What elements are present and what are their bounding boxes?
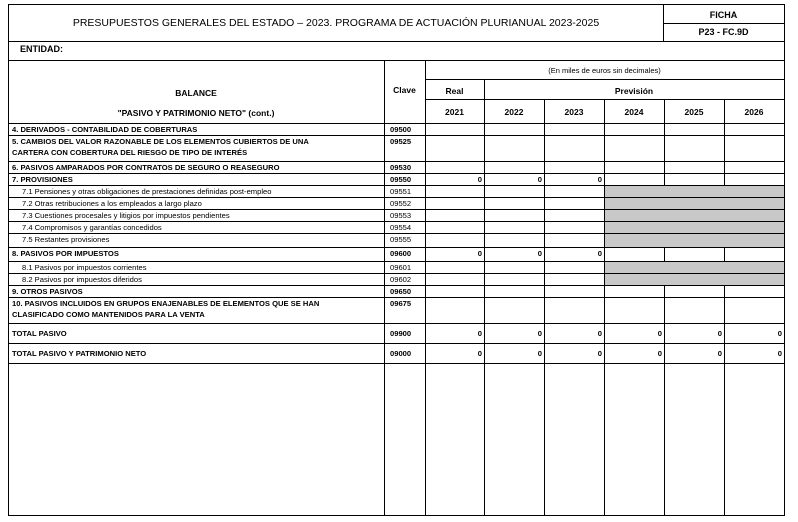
year-2022: 2022 bbox=[504, 107, 524, 117]
row-label: 8.2 Pasivos por impuestos diferidos bbox=[22, 275, 142, 284]
row-code: 09552 bbox=[390, 199, 412, 208]
year-2025: 2025 bbox=[684, 107, 704, 117]
row-label: 8. PASIVOS POR IMPUESTOS bbox=[12, 249, 119, 258]
row-code: 09530 bbox=[390, 163, 412, 172]
value-cell-2022: 0 bbox=[537, 249, 542, 258]
value-cell-2021: 0 bbox=[477, 175, 482, 184]
row-label: 4. DERIVADOS - CONTABILIDAD DE COBERTURAS bbox=[12, 125, 198, 134]
row-label: 9. OTROS PASIVOS bbox=[12, 287, 83, 296]
value-cell-2024: 0 bbox=[657, 329, 662, 338]
table-row bbox=[9, 234, 785, 248]
row-label: 7.2 Otras retribuciones a los empleados a largo plazo bbox=[22, 199, 202, 208]
row-code: 09600 bbox=[390, 249, 412, 258]
table-row bbox=[9, 222, 785, 234]
real-header: Real bbox=[445, 86, 464, 96]
row-label: 7.4 Compromisos y garantías concedidos bbox=[22, 223, 162, 232]
clave-header: Clave bbox=[393, 85, 416, 95]
table-row bbox=[9, 210, 785, 222]
value-cell-2024: 0 bbox=[657, 349, 662, 358]
prevision-header: Previsión bbox=[614, 86, 654, 96]
row-code: 09553 bbox=[390, 211, 412, 220]
row-label-continued: CARTERA CON COBERTURA DEL RIESGO DE TIPO DE INTERÉS bbox=[12, 148, 248, 157]
table-row bbox=[9, 136, 785, 162]
value-cell-2023: 0 bbox=[597, 175, 602, 184]
value-cell-2021: 0 bbox=[477, 249, 482, 258]
units-divider bbox=[425, 79, 784, 80]
row-label-continued: CLASIFICADO COMO MANTENIDOS PARA LA VENTA bbox=[12, 310, 205, 319]
row-code: 09550 bbox=[390, 175, 412, 184]
table-row bbox=[9, 262, 785, 274]
value-cell-2022: 0 bbox=[537, 349, 542, 358]
page-title: PRESUPUESTOS GENERALES DEL ESTADO – 2023. PROGRAMA DE ACTUACIÓN PLURIANUAL 2023-2025 bbox=[72, 17, 600, 29]
value-cell-2022: 0 bbox=[537, 329, 542, 338]
table-row bbox=[9, 298, 785, 324]
table-row bbox=[9, 174, 785, 186]
row-code: 09000 bbox=[390, 349, 412, 358]
units-note: (En miles de euros sin decimales) bbox=[548, 66, 661, 75]
value-cell-2025: 0 bbox=[717, 349, 722, 358]
row-code: 09555 bbox=[390, 235, 412, 244]
row-label: 7.3 Cuestiones procesales y litigios por impuestos pendientes bbox=[22, 211, 230, 220]
table-row bbox=[9, 198, 785, 210]
value-cell-2026: 0 bbox=[777, 329, 782, 338]
row-label: 6. PASIVOS AMPARADOS POR CONTRATOS DE SEGURO O REASEGURO bbox=[12, 163, 280, 172]
row-code: 09650 bbox=[390, 287, 412, 296]
row-code: 09900 bbox=[390, 329, 412, 338]
table-row bbox=[9, 186, 785, 198]
year-2023: 2023 bbox=[564, 107, 584, 117]
title-divider bbox=[9, 41, 785, 42]
table-row bbox=[9, 274, 785, 286]
table-row bbox=[9, 344, 785, 364]
year-2021: 2021 bbox=[445, 107, 464, 117]
year-2024: 2024 bbox=[624, 107, 644, 117]
ficha-code: P23 - FC.9D bbox=[698, 27, 749, 37]
value-cell-2023: 0 bbox=[597, 349, 602, 358]
row-code: 09500 bbox=[390, 125, 412, 134]
value-cell-2021: 0 bbox=[477, 329, 482, 338]
row-code: 09601 bbox=[390, 263, 412, 272]
ficha-label: FICHA bbox=[709, 10, 738, 20]
row-label: 10. PASIVOS INCLUIDOS EN GRUPOS ENAJENABLES DE ELEMENTOS QUE SE HAN bbox=[12, 299, 320, 308]
row-label: 7. PROVISIONES bbox=[12, 175, 73, 184]
table-row bbox=[9, 124, 785, 136]
balance-subtitle: "PASIVO Y PATRIMONIO NETO" (cont.) bbox=[117, 108, 275, 118]
value-cell-2023: 0 bbox=[597, 249, 602, 258]
row-code: 09551 bbox=[390, 187, 412, 196]
table-row bbox=[9, 162, 785, 174]
row-label: 5. CAMBIOS DEL VALOR RAZONABLE DE LOS ELEMENTOS CUBIERTOS DE UNA bbox=[12, 137, 309, 146]
value-cell-2025: 0 bbox=[717, 329, 722, 338]
value-cell-2026: 0 bbox=[777, 349, 782, 358]
table-row bbox=[9, 286, 785, 298]
row-code: 09675 bbox=[390, 299, 412, 308]
row-code: 09525 bbox=[390, 137, 412, 146]
value-cell-2021: 0 bbox=[477, 349, 482, 358]
row-label: 7.1 Pensiones y otras obligaciones de prestaciones definidas post-empleo bbox=[22, 187, 272, 196]
year-2026: 2026 bbox=[744, 107, 764, 117]
entidad-divider bbox=[9, 60, 785, 61]
value-cell-2022: 0 bbox=[537, 175, 542, 184]
row-label: 7.5 Restantes provisiones bbox=[22, 235, 110, 244]
balance-label: BALANCE bbox=[175, 88, 217, 98]
value-cell-2023: 0 bbox=[597, 329, 602, 338]
row-label: 8.1 Pasivos por impuestos corrientes bbox=[22, 263, 147, 272]
table-row bbox=[9, 324, 785, 344]
ficha-divider bbox=[663, 23, 784, 24]
row-code: 09554 bbox=[390, 223, 412, 232]
entidad-label: ENTIDAD: bbox=[20, 44, 63, 54]
table-row bbox=[9, 248, 785, 262]
row-code: 09602 bbox=[390, 275, 412, 284]
row-label: TOTAL PASIVO bbox=[12, 329, 67, 338]
row-divider bbox=[9, 363, 785, 364]
row-label: TOTAL PASIVO Y PATRIMONIO NETO bbox=[12, 349, 147, 358]
